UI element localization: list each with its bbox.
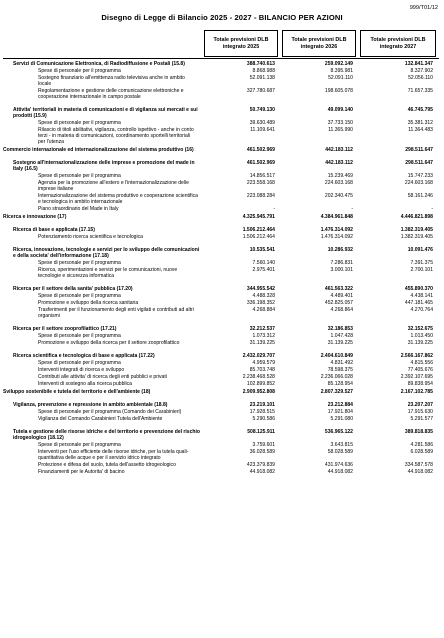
value-2027: 7.391.375 [410, 260, 433, 266]
value-2026: 4.831.492 [330, 360, 353, 366]
action-row [0, 469, 444, 476]
row-label: Protezione e difesa del suolo, tutela dell'assetto idrogeologico [38, 462, 176, 468]
value-2026: 31.139.225 [327, 340, 353, 346]
action-row [0, 75, 444, 88]
value-2025: 5.290.586 [252, 416, 275, 422]
value-2027: 35.381.312 [407, 120, 433, 126]
value-2027: 2.167.102.785 [400, 389, 433, 395]
action-row [0, 293, 444, 300]
value-2026: 224.603.168 [324, 180, 353, 186]
value-2025: 11.109.641 [250, 127, 275, 133]
row-label: Sostegno finanziario all'emittenza radio televisiva anche in ambito locale [38, 75, 185, 88]
action-row [0, 416, 444, 423]
action-row [0, 180, 444, 193]
program-row [0, 326, 444, 333]
value-2026: 4.489.401 [330, 293, 353, 299]
value-2027: 4.270.764 [410, 307, 433, 313]
value-2025: 52.091.138 [249, 75, 275, 81]
value-2026: 85.128.954 [327, 381, 353, 387]
action-row [0, 442, 444, 449]
value-2027: 44.918.082 [407, 469, 433, 475]
value-2025: 4.325.945.791 [242, 214, 275, 220]
row-label: Ricerca di base e applicata (17.15) [13, 227, 95, 233]
action-row [0, 381, 444, 388]
program-row [0, 107, 444, 120]
value-2027: 2.700.101 [410, 267, 433, 273]
row-label: Contributi alle attivita' di ricerca degli enti pubblici e privati [38, 374, 167, 380]
action-row [0, 88, 444, 101]
value-2027: 4.446.821.898 [400, 214, 433, 220]
value-2026: 442.183.112 [325, 147, 353, 153]
value-2027: 132.841.347 [404, 61, 433, 67]
row-label: Agenzia per la promozione all'estero e l'internazionalizzazione delle imprese italiane [38, 180, 189, 193]
value-2025: 508.125.911 [247, 429, 275, 435]
value-2025: 461.502.969 [246, 160, 275, 166]
action-row [0, 449, 444, 462]
value-2026: 37.733.150 [327, 120, 353, 126]
value-2027: 2.392.107.695 [400, 374, 433, 380]
value-2026: 7.286.831 [330, 260, 353, 266]
row-label: Ricerca per il settore zooprofilattico (17.21) [13, 326, 117, 332]
value-2026: 11.365.990 [328, 127, 353, 133]
value-2026: 3.643.815 [330, 442, 353, 448]
row-label: Ricerca e innovazione (17) [3, 214, 67, 220]
row-label: Spese di personale per il programma (Comando dei Carabinieri) [38, 409, 182, 415]
value-2025: 17.928.515 [249, 409, 275, 415]
row-label: Internazionalizzazione del sistema produttivo e cooperazione scientifica e tecnologica in ambito internazionale [38, 193, 198, 206]
value-2026: 461.563.322 [324, 286, 353, 292]
value-2026: 52.091.110 [328, 75, 353, 81]
value-2025: 32.212.537 [249, 326, 275, 332]
value-2026: 2.807.329.527 [320, 389, 353, 395]
action-row [0, 333, 444, 340]
value-2027: 15.747.233 [407, 173, 433, 179]
row-label: Commercio internazionale ed internazionalizzazione del sistema produttivo (16) [3, 147, 194, 153]
column-header-2027: Totale previsioni DLB integrato 2027 [360, 30, 436, 57]
value-2027: 2.566.167.862 [400, 353, 433, 359]
value-2025: 4.959.579 [252, 360, 275, 366]
value-2025: 1.073.312 [252, 333, 275, 339]
value-2025: 44.918.082 [249, 469, 275, 475]
row-label: Ricerca, sperimentazioni e servizi per le comunicazioni, nuove tecnologie e sicurezza informatica [38, 267, 178, 280]
value-2027: 23.207.207 [407, 402, 433, 408]
value-2025: 8.868.988 [252, 68, 275, 74]
value-2027: 6.028.589 [410, 449, 433, 455]
value-2027: 4.815.556 [410, 360, 433, 366]
value-2025: 2.238.468.528 [242, 374, 275, 380]
value-2026: 5.291.080 [330, 416, 353, 422]
action-row [0, 127, 444, 146]
value-2026: 15.239.469 [327, 173, 353, 179]
action-row [0, 300, 444, 307]
value-2025: - [273, 206, 275, 212]
header-rule [3, 58, 439, 59]
value-2027: 52.056.110 [408, 75, 433, 81]
value-2026: 32.186.853 [327, 326, 353, 332]
mission-row [0, 147, 444, 154]
value-2027: 389.818.835 [404, 429, 433, 435]
value-2026: 17.921.804 [327, 409, 353, 415]
value-2027: 32.152.675 [407, 326, 433, 332]
page-code: 999/T01/12 [409, 5, 438, 11]
value-2025: 4.488.328 [252, 293, 275, 299]
value-2026: 4.384.961.848 [320, 214, 353, 220]
row-label: Sostegno all'internazionalizzazione delle imprese e promozione del made in Italy (16.5) [13, 160, 195, 173]
column-header-2025: Totale previsioni DLB integrato 2025 [204, 30, 278, 57]
value-2026: 49.099.140 [327, 107, 353, 113]
value-2025: 2.432.029.707 [242, 353, 275, 359]
budget-table [0, 61, 444, 476]
action-row [0, 409, 444, 416]
row-label: Regolamentazione e gestione delle comunicazione elettroniche e cooperazione internazionale in campo postale [38, 88, 184, 101]
action-row [0, 267, 444, 280]
action-row [0, 374, 444, 381]
value-2026: 78.598.375 [327, 367, 353, 373]
row-label: Spese di personale per il programma [38, 260, 121, 266]
value-2025: 223.558.168 [246, 180, 275, 186]
program-row [0, 286, 444, 293]
column-header-2026: Totale previsioni DLB integrato 2026 [282, 30, 356, 57]
action-row [0, 462, 444, 469]
value-2025: 327.780.687 [246, 88, 275, 94]
value-2025: 50.749.130 [249, 107, 275, 113]
value-2026: 2.236.066.028 [320, 374, 353, 380]
value-2026: 431.974.636 [324, 462, 353, 468]
row-label: Potenziamento ricerca scientifica e tecnologica [38, 234, 143, 240]
value-2025: 461.502.969 [246, 147, 275, 153]
row-label: Ricerca per il settore della sanita' pubblica (17.20) [13, 286, 133, 292]
value-2027: 8.327.902 [410, 68, 433, 74]
program-row [0, 402, 444, 409]
value-2026: 1.476.314.092 [320, 227, 353, 233]
value-2025: 14.856.517 [249, 173, 275, 179]
action-row [0, 193, 444, 206]
value-2027: 4.438.141 [410, 293, 433, 299]
value-2025: 3.759.601 [252, 442, 275, 448]
row-label: Spese di personale per il programma [38, 68, 121, 74]
value-2027: 447.181.465 [404, 300, 433, 306]
value-2027: 5.291.577 [410, 416, 433, 422]
program-row [0, 61, 444, 68]
value-2025: 7.560.140 [252, 260, 275, 266]
row-label: Spese di personale per il programma [38, 442, 121, 448]
value-2027: 46.745.795 [407, 107, 433, 113]
value-2025: 85.703.748 [249, 367, 275, 373]
row-label: Interventi di sostegno alla ricerca pubblica [38, 381, 132, 387]
row-label: Spese di personale per il programma [38, 173, 121, 179]
program-row [0, 160, 444, 173]
value-2027: 1.382.319.405 [400, 227, 433, 233]
program-row [0, 227, 444, 234]
value-2027: 455.890.370 [404, 286, 433, 292]
row-label: Spese di personale per il programma [38, 333, 121, 339]
value-2025: 1.506.212.464 [242, 234, 275, 240]
row-label: Piano straordinario del Made in Italy [38, 206, 119, 212]
row-label: Servizi di Comunicazione Elettronica, di Radiodiffusione e Postali (15.8) [13, 61, 185, 67]
value-2027: 298.511.647 [405, 160, 433, 166]
row-label: Vigilanza, prevenzione e repressione in ambito ambientale (18.8) [13, 402, 168, 408]
row-label: Attivita' territoriali in materia di comunicazioni e di vigilanza sui mercati e sui prodotti (15.9) [13, 107, 198, 120]
value-2025: 344.955.542 [246, 286, 275, 292]
row-label: Vigilanza del Comando Carabinieri Tutela dell'Ambiente [38, 416, 163, 422]
action-row [0, 234, 444, 241]
action-row [0, 360, 444, 367]
value-2026: 202.340.475 [324, 193, 353, 199]
value-2025: 388.740.613 [246, 61, 275, 67]
value-2025: 223.088.284 [246, 193, 275, 199]
action-row [0, 173, 444, 180]
row-label: Finanziamenti per le Autorita' di bacino [38, 469, 125, 475]
value-2026: 44.918.082 [327, 469, 353, 475]
action-row [0, 367, 444, 374]
row-label: Trasferimenti per il funzionamento degli enti vigilati e contributi ad altri organismi [38, 307, 194, 320]
value-2025: 336.198.352 [246, 300, 275, 306]
row-label: Interventi integrati di ricerca e sviluppo [38, 367, 125, 373]
action-row [0, 340, 444, 347]
value-2025: 2.975.401 [252, 267, 275, 273]
row-label: Interventi per l'uso efficiente delle risorse idriche, per la tutela quali-quantitativa delle acque e per il servizio idrico integrato [38, 449, 189, 462]
value-2027: 4.281.586 [410, 442, 433, 448]
action-row [0, 307, 444, 320]
mission-row [0, 389, 444, 396]
value-2026: 58.028.589 [327, 449, 353, 455]
value-2027: 77.405.676 [407, 367, 433, 373]
value-2025: 2.909.952.808 [242, 389, 275, 395]
value-2026: 536.965.122 [324, 429, 353, 435]
value-2026: 452.825.057 [324, 300, 353, 306]
value-2025: 1.506.212.464 [242, 227, 275, 233]
value-2026: 10.286.932 [327, 247, 353, 253]
value-2025: 423.379.839 [246, 462, 275, 468]
row-label: Ricerca scientifica e tecnologica di base e applicata (17.22) [13, 353, 155, 359]
value-2025: 10.535.541 [249, 247, 275, 253]
value-2026: 23.212.884 [327, 402, 353, 408]
value-2026: 8.395.981 [330, 68, 353, 74]
program-row [0, 353, 444, 360]
value-2027: 10.091.476 [407, 247, 433, 253]
value-2027: - [431, 206, 433, 212]
mission-row [0, 214, 444, 221]
row-label: Rilascio di titoli abilitativi, vigilanza, controllo ispettivo - anche in conto terzi - in materia di comunicazioni, coordinamento sportelli territoriali per l'utenza [38, 127, 194, 146]
value-2026: 1.047.428 [330, 333, 353, 339]
value-2027: 224.603.168 [404, 180, 433, 186]
value-2026: - [351, 206, 353, 212]
row-label: Tutela e gestione delle risorse idriche e del territorio e prevenzione del rischio idrogeologico (18.12) [13, 429, 200, 442]
value-2027: 71.657.335 [407, 88, 433, 94]
program-row [0, 247, 444, 260]
value-2025: 4.268.884 [252, 307, 275, 313]
action-row [0, 120, 444, 127]
value-2025: 31.139.225 [249, 340, 275, 346]
row-label: Ricerca, innovazione, tecnologie e servizi per lo sviluppo delle comunicazioni e della societa' dell'informazione (17.18) [13, 247, 200, 260]
column-header-row [0, 30, 444, 58]
value-2025: 23.219.101 [249, 402, 275, 408]
value-2027: 334.587.578 [404, 462, 433, 468]
value-2026: 442.183.112 [325, 160, 353, 166]
value-2027: 298.511.647 [405, 147, 433, 153]
row-label: Spese di personale per il programma [38, 360, 121, 366]
action-row [0, 260, 444, 267]
value-2027: 89.838.954 [407, 381, 433, 387]
row-label: Spese di personale per il programma [38, 120, 121, 126]
value-2026: 2.404.610.849 [320, 353, 353, 359]
value-2027: 31.139.225 [407, 340, 433, 346]
value-2026: 4.268.864 [330, 307, 353, 313]
program-row [0, 429, 444, 442]
document-title: Disegno di Legge di Bilancio 2025 - 2027 - BILANCIO PER AZIONI [101, 13, 343, 22]
row-label: Sviluppo sostenibile e tutela del territorio e dell'ambiente (18) [3, 389, 151, 395]
value-2027: 1.382.319.405 [400, 234, 433, 240]
value-2025: 102.899.852 [246, 381, 275, 387]
value-2026: 1.476.314.092 [320, 234, 353, 240]
value-2027: 17.915.630 [407, 409, 433, 415]
value-2026: 3.000.101 [330, 267, 353, 273]
value-2026: 198.605.078 [324, 88, 353, 94]
value-2026: 259.092.149 [324, 61, 353, 67]
row-label: Promozione e sviluppo della ricerca sanitaria [38, 300, 139, 306]
action-row [0, 68, 444, 75]
value-2025: 36.028.589 [249, 449, 275, 455]
action-row [0, 206, 444, 213]
value-2027: 58.161.246 [407, 193, 433, 199]
row-label: Spese di personale per il programma [38, 293, 121, 299]
row-label: Promozione e sviluppo della ricerca per il settore zooprofilattico [38, 340, 180, 346]
value-2027: 1.013.450 [410, 333, 433, 339]
value-2025: 39.630.489 [249, 120, 275, 126]
value-2027: 11.364.483 [408, 127, 433, 133]
